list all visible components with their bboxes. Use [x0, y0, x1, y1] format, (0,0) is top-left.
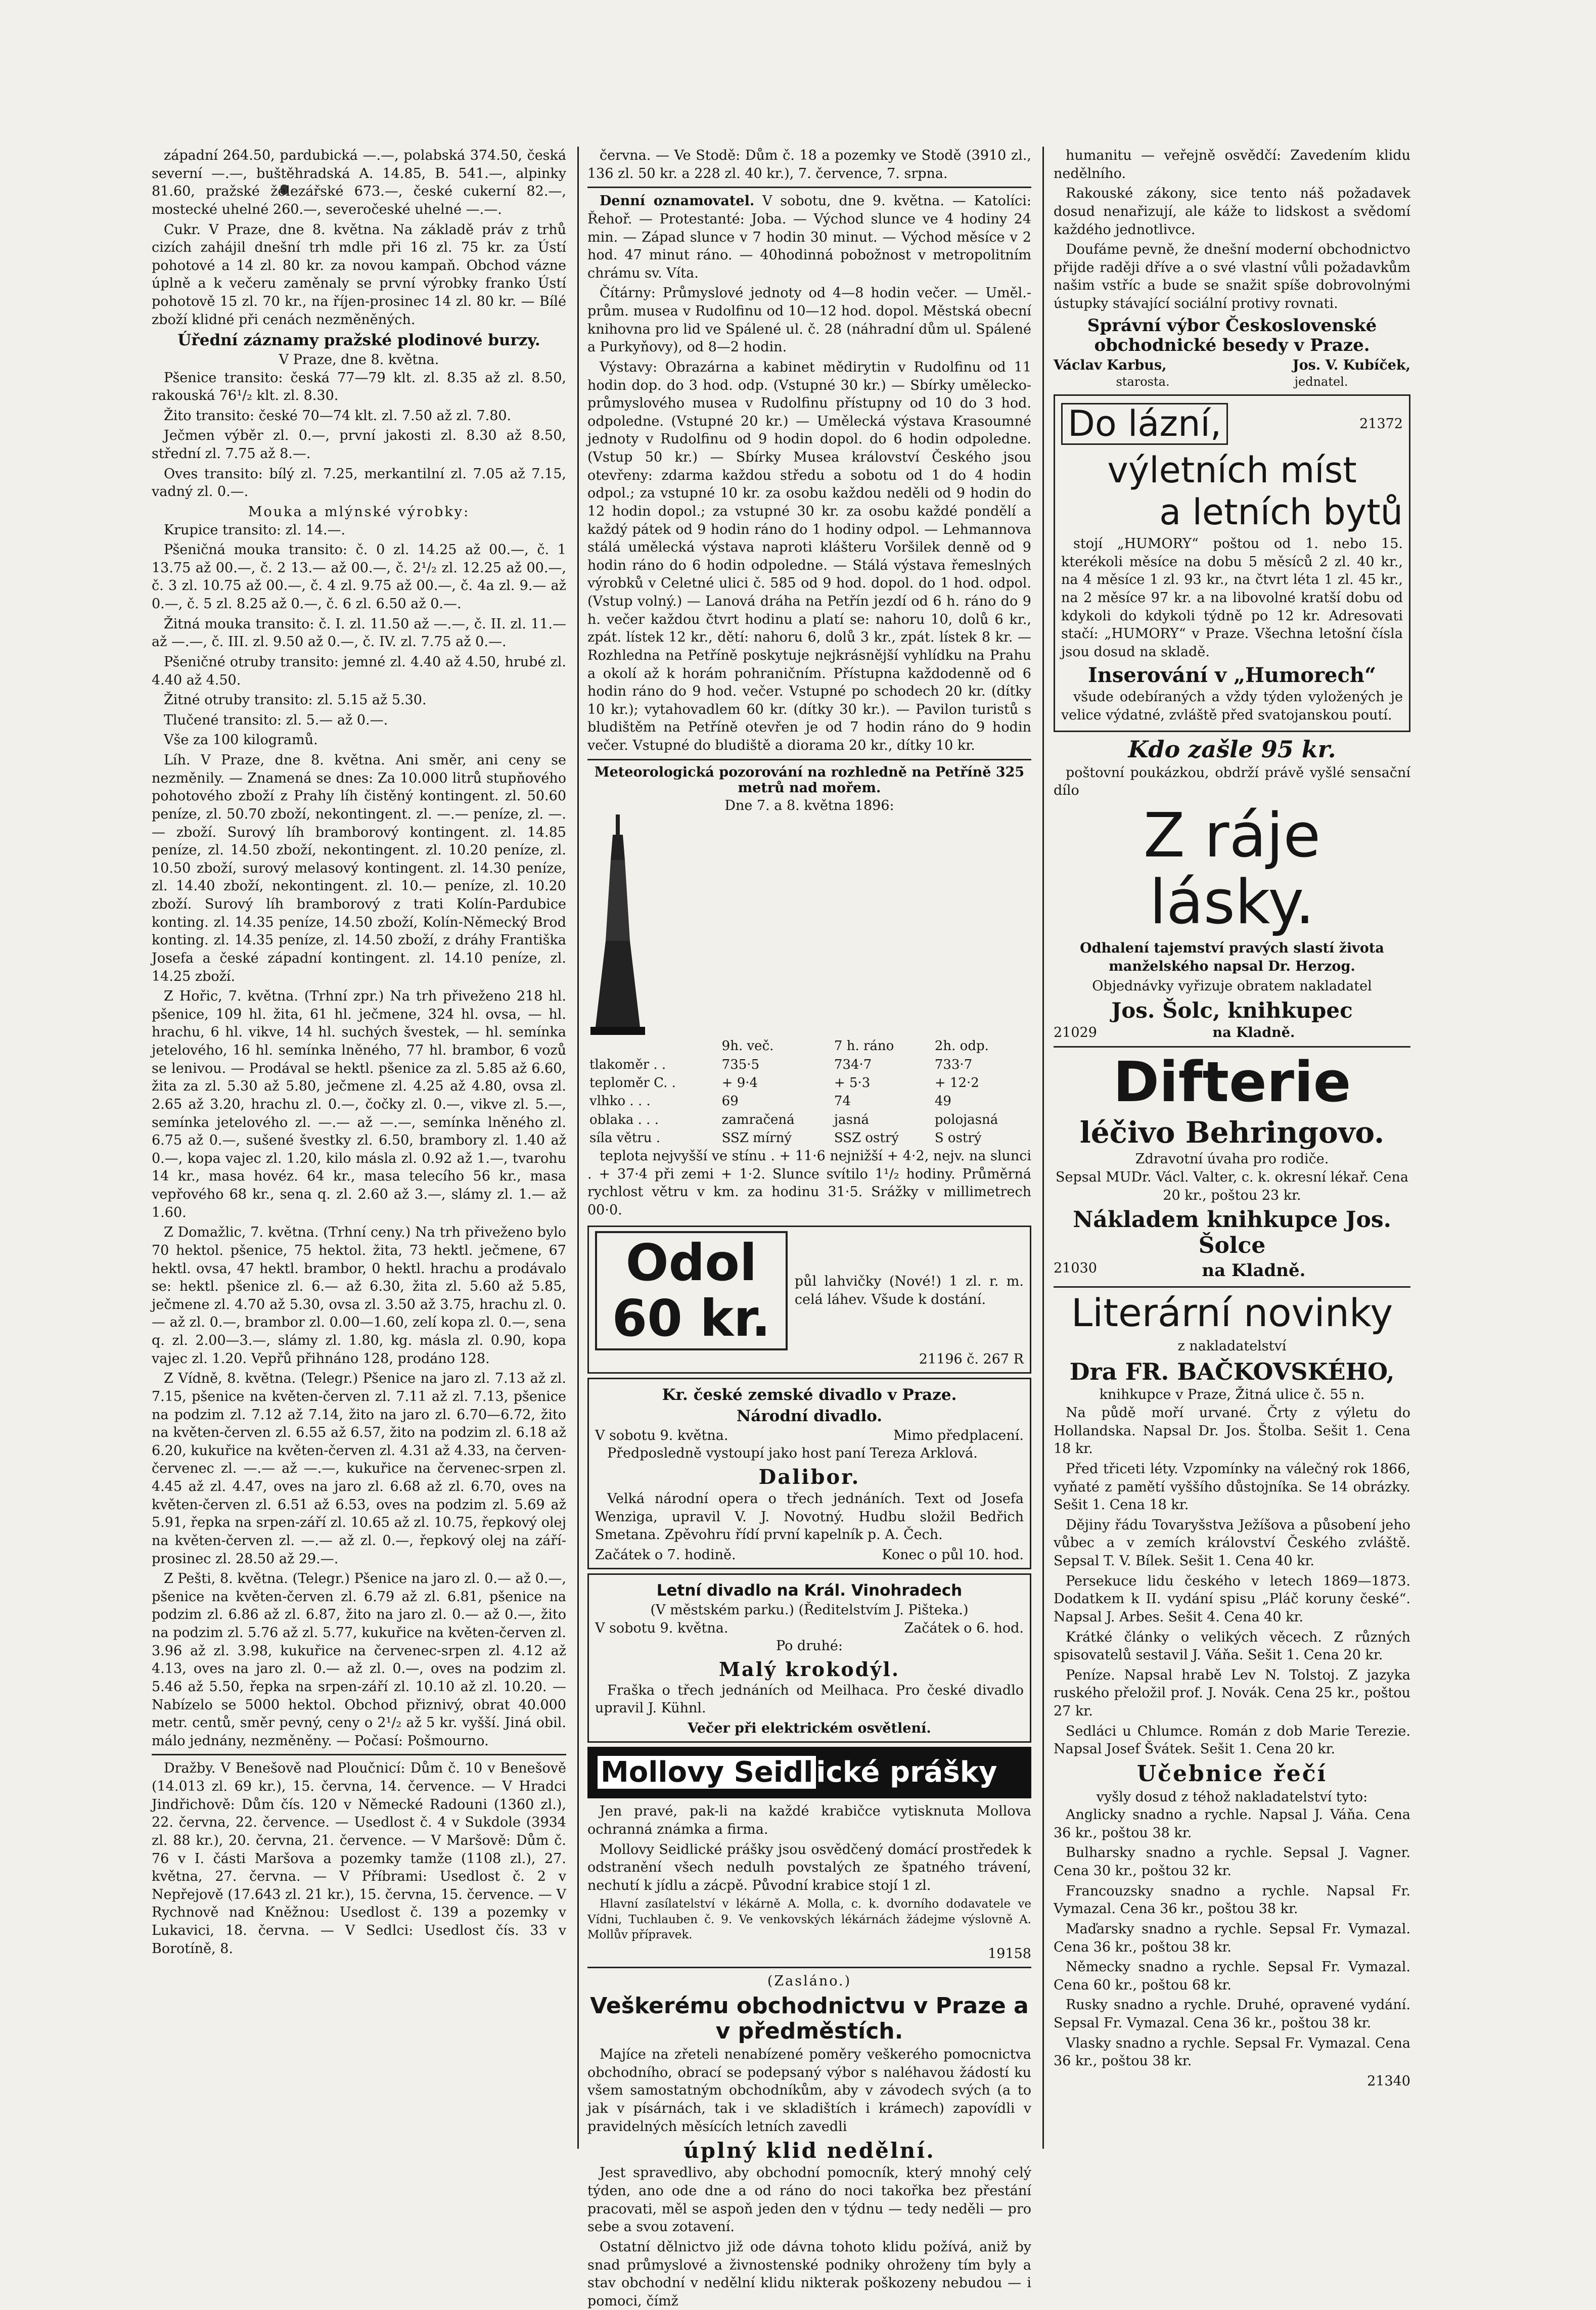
role: jednatel. — [1294, 375, 1348, 389]
list-item: Vlasky snadno a rychle. Sepsal Fr. Vymazal. Cena 36 kr., poštou 38 kr. — [1054, 2035, 1410, 2069]
paragraph: humanitu — veřejně osvědčí: Zavedením klidu nedělního. — [1054, 148, 1410, 182]
table-cell: 735·5 — [721, 1057, 760, 1072]
paragraph: Hlavní zasílatelství v lékárně A. Molla, c. k. dvorního dodavatele ve Vídni, Tuchlauben č. 9. Ve venkovských lékárnách žádejme výslovně A. Mollův přípravek. — [587, 1897, 1031, 1942]
subheading: (V městském parku.) (Ředitelstvím J. Pišteka.) — [650, 1602, 969, 1618]
book-title: Difterie — [1113, 1049, 1351, 1114]
list-item: Anglicky snadno a rychle. Napsal J. Váňa. Cena 36 kr., poštou 38 kr. — [1054, 1807, 1410, 1841]
signature: Jos. V. Kubíček, — [1292, 357, 1410, 373]
paragraph: všude odebíraných a vždy týden vyložených je velice výdatné, zvláště před svatojanskou poutí. — [1061, 689, 1403, 723]
table-cell: + 5·3 — [834, 1075, 871, 1091]
subheading: Dne 7. a 8. května 1896: — [724, 797, 894, 813]
paragraph: Cukr. V Praze, dne 8. května. Na základě práv z trhů cizích zahájil dnešní trh mdle při 16 zl. 75 kr. za Ústí pohotové a 14 zl. 80 kr. za novou kampaň. Obchod vázne úplně a k večeru zaměnaly se první výrobky franko Ústí pohotově 15 zl. 70 kr., na říjen-prosinec 14 zl. 80 kr. — Bílé zboží klidné při cenách nezměněných. — [152, 221, 566, 328]
paragraph: Žitná mouka transito: č. I. zl. 11.50 až —.—, č. II. zl. 11.— až —.—, č. III. zl. 9.50 až 0.—, č. IV. zl. 7.75 až 0.—. — [152, 616, 566, 650]
paragraph: června. — Ve Stodě: Dům č. 18 a pozemky ve Stodě (3910 zl., 136 zl. 50 kr. a 228 zl. 40 kr.), 7. července, 7. srpna. — [587, 148, 1031, 182]
heading-inline: Denní oznamovatel. — [600, 193, 755, 209]
ad-ref: 21340 — [1367, 2073, 1410, 2089]
table-cell: SSZ mírný — [721, 1130, 792, 1146]
heading: Správní výbor Československé obchodnické besedy v Praze. — [1087, 315, 1377, 355]
table-row — [587, 1092, 1031, 1110]
table-header: 2h. odp. — [934, 1038, 989, 1054]
list-item: Před třiceti léty. Vzpomínky na válečný rok 1866, vyňaté z pamětí vyššího důstojníka. Se 14 obrázky. Sešit 1. Cena 18 kr. — [1054, 1461, 1410, 1513]
table-cell: SSZ ostrý — [834, 1130, 899, 1146]
text: Zdravotní úvaha pro rodiče. — [1135, 1151, 1329, 1167]
table-cell: zamračená — [721, 1112, 795, 1127]
paragraph: Majíce na zřeteli nenabízené poměry veškerého pomocnictva obchodního, obrací se podepsaný výbor s naléhavou žádostí ku všem samostatným obchodníkům, aby v závodech svých (a to jak v písárnách, tak i ve skladištích i krámech) zapovídli v pravidelných měsících letních zavedli — [587, 2047, 1031, 2135]
column-rule — [1042, 147, 1044, 2149]
heading: Kr. české zemské divadlo v Praze. — [662, 1386, 957, 1405]
list-item: Bulharsky snadno a rychle. Sepsal J. Vagner. Cena 30 kr., poštou 32 kr. — [1054, 1845, 1410, 1879]
paragraph: Z Pešti, 8. května. (Telegr.) Pšenice na jaro zl. 0.— až 0.—, pšenice na květen-červen zl. 6.79 až zl. 6.81, pšenice na podzim zl. 6.86 až zl. 6.87, žito na jaro zl. 0.— až 0.—, žito na podzim zl. 5.76 až zl. 5.77, kukuřice na květen-červen zl. 3.96 až zl. 3.98, kukuřice na červenec-srpen zl. 4.12 až 4.13, oves na jaro zl. 0.— až zl. 0.—, oves na podzim zl. 5.46 až 5.50, řepka na srpen-září zl. 10.10 až zl. 10.20. — Nabízelo se 5000 hektol. Obchod přiznivý, obrat 40.000 metr. centů, směr pevný, ceny o 2¹/₂ až 5 kr. vyšší. Jiná obil. málo jednány, nezměněny. — Počasí: Pošmourno. — [152, 1571, 566, 1749]
start-time: Začátek o 7. hodině. — [595, 1547, 736, 1563]
list-item: Krátké články o velikých věcech. Z různých spisovatelů sestavil J. Váňa. Sešit 1. Cena 20 kr. — [1054, 1629, 1410, 1663]
summer-theatre-box — [587, 1573, 1031, 1743]
heading: Letní divadlo na Král. Vinohradech — [656, 1581, 963, 1600]
heading: Inserování v „Humorech“ — [1088, 663, 1376, 688]
table-cell: vlhko . . . — [589, 1094, 651, 1109]
text: knihkupce v Praze, Žitná ulice č. 55 n. — [1099, 1387, 1365, 1403]
table-cell: S ostrý — [934, 1130, 982, 1146]
list-item: Na půdě moří urvané. Črty z výletu do Hollandska. Napsal Dr. Jos. Štolba. Sešit 1. Cena 18 kr. — [1054, 1405, 1410, 1457]
table-cell: 49 — [934, 1094, 951, 1109]
heading: Meteorologická pozorování na rozhledně na Petříně 325 metrů nad mořem. — [594, 764, 1025, 796]
paragraph: stojí „HUMORY“ poštou od 1. nebo 15. kterékoli měsíce na dobu 5 měsíců 2 zl. 40 kr., na 4 měsíce 1 zl. 93 kr., na čtvrt léta 1 zl. 45 kr., na 2 měsíce 97 kr. a na libovolné kratší dobu od kdykoli do kdykoli týdně po 12 kr. Adresovati stačí: „HUMORY“ v Praze. Všechna letošní čísla jsou dosud na skladě. — [1061, 536, 1403, 660]
ad-headline: výletních míst — [1107, 449, 1357, 491]
paragraph: Jen pravé, pak-li na každé krabičce vytisknuta Mollova ochranná známka a firma. — [587, 1803, 1031, 1837]
book-title: Z ráje lásky. — [1143, 800, 1321, 938]
paragraph: Výstavy: Obrazárna a kabinet mědirytin v Rudolfinu od 11 hodin dop. do 3 hod. odp. (Vstupné 30 kr.) — Sbírky umělecko-průmyslového musea v Rudolfinu přístupny od 10 do 3 hod. odpoledne. (Vstupné 20 kr.) — Umělecká výstava Krasoumné jednoty v Rudolfinu od 9 hodin dopol. do 6 hodin odpoledne. (Vstup 50 kr.) — Sbírky Musea království Českého jsou otevřeny: zdarma každou středu a sobotu od 1 do 4 hodin odpol.; za vstupné 10 kr. za osobu každou neděli od 9 hodin do 12 hodin dopol.; za vstupné 30 kr. za osobu každé pondělí a každý pátek od 9 hodin ráno do 1 hodiny odpol. — Lehmannova stálá umělecká výstava naproti klášteru Voršilek denně od 9 hodin ráno do 6 hodin odpoledne. — Stálá výstava řemeslných výrobků v Celetné ulici č. 585 od 9 hod. dopol. do 1 hod. odpol. (Vstup volný.) — Lanová dráha na Petřín jezdí od 6 h. ráno do 9 h. večer každou čtvrt hodinu a platí se: nahoru 10, dolů 6 kr., zpát. lístek 12 kr., dětí: nahoru 6, dolů 3 kr., zpát. lístek 8 kr. — Rozhledna na Petříně poskytuje nejkrásnější vyhlídku na Prahu a okolí až k horám pohraničním. Přístupna každodenně od 6 hodin ráno do 9 hod. večer. Vstupné po schodech 20 kr. (dítky 10 kr.); vytahovadlem 60 kr. (dítky 30 kr.). — Pavilon turistů s bludištěm na Petříně otevřen je od 7 hodin ráno do 9 hodin večer. Vstupné do bludiště a diorama 20 kr., dítky 10 kr. — [587, 359, 1031, 753]
divider — [587, 187, 1031, 188]
label: Po druhé: — [776, 1638, 843, 1654]
paragraph: Tlučené transito: zl. 5.— až 0.—. — [164, 712, 388, 728]
heading: Kdo zašle 95 kr. — [1128, 735, 1336, 763]
text: V sobotu, dne 9. května. — Katolíci: Řehoř. — Protestanté: Joba. — Východ slunce ve 4 hodiny 24 min. — Západ slunce v 7 hodin 30 minut. — Východ měsíce v 2 hod. 47 minut ráno. — 40hodinná pobožnost v metropolitním chrámu sv. Víta. — [587, 193, 1032, 281]
list-item: Rusky snadno a rychle. Druhé, opravené vydání. Sepsal Fr. Vymazal. Cena 36 kr., poštou 38 kr. — [1054, 1997, 1410, 2031]
list-item: Maďarsky snadno a rychle. Sepsal Fr. Vymazal. Cena 36 kr., poštou 38 kr. — [1054, 1921, 1410, 1955]
paragraph: Krupice transito: zl. 14.—. — [164, 522, 346, 538]
column-market-reports — [152, 147, 566, 2149]
list-item: Persekuce lidu českého v letech 1869—1873. Dodatkem k II. vydání spisu „Pláč koruny české“. Napsal J. Arbes. Sešit 4. Cena 40 kr. — [1054, 1573, 1410, 1625]
divider — [587, 759, 1031, 760]
table-row — [587, 1056, 1031, 1074]
divider — [1054, 1046, 1410, 1048]
heading: úplný klid nedělní. — [683, 2138, 935, 2163]
subscription: Mimo předplacení. — [893, 1427, 1024, 1443]
subheading: Mouka a mlýnské výrobky: — [248, 504, 470, 520]
table-header-row — [587, 1037, 1031, 1055]
table-row — [587, 1129, 1031, 1147]
banner-text: ické prášky — [816, 1756, 997, 1789]
table-header — [587, 1037, 720, 1055]
ad-ref: 21029 — [1054, 1025, 1097, 1041]
theatre-box — [587, 1378, 1031, 1569]
paragraph: Jest spravedlivo, aby obchodní pomocník, který mnohý celý týden, ano ode dne a od ráno do noci takořka bez přestání pracovati, měl se aspoň jeden den v týdnu — tedy neděli — pro sebe a svou zotavení. — [587, 2165, 1031, 2235]
paragraph: Dražby. V Benešově nad Ploučnicí: Dům č. 10 v Benešově (14.013 zl. 69 kr.), 15. června, 14. července. — V Hradci Jindřichově: Dům čís. 120 v Německé Radouni (1360 zl.), 22. června, 22. července. — Usedlost č. 4 v Sukdole (3934 zl. 88 kr.), 20. června, 21. července. — V Maršově: Dům č. 76 v I. části Maršova a pozemky tamže (1108 zl.), 27. května, 27. června. — V Příbrami: Usedlost č. 2 v Nepřejově (17.643 zl. 21 kr.), 15. června, 15. července. — V Rychnově nad Kněžnou: Usedlost č. 139 a pozemky v Lukavici, 18. června. — V Sedlci: Usedlost čís. 33 v Borotíně, 8. — [152, 1760, 566, 1957]
paragraph: Žitné otruby transito: zl. 5.15 až 5.30. — [164, 692, 427, 708]
list-item: Francouzsky snadno a rychle. Napsal Fr. Vymazal. Cena 36 kr., poštou 38 kr. — [1054, 1883, 1410, 1917]
banner-text: Mollovy Seidl — [598, 1756, 816, 1789]
table-cell: jasná — [834, 1112, 870, 1127]
ad-headline: Do lázní, — [1061, 403, 1228, 445]
paragraph: Doufáme pevně, že dnešní moderní obchodnictvo přijde raději dříve a o své vlastní vůli požadavkům našim vstříc a bude se snažit spíše dobrovolnými ústupky stávající sociální protivy rovnati. — [1054, 242, 1410, 311]
paragraph: Oves transito: bílý zl. 7.25, merkantilní zl. 7.05 až 7.15, vadný zl. 0.—. — [152, 466, 566, 500]
table-cell: + 12·2 — [934, 1075, 979, 1091]
book-subtitle: léčivo Behringovo. — [1079, 1115, 1385, 1150]
paragraph: Z Domažlic, 7. května. (Trhní ceny.) Na trh přiveženo bylo 70 hektol. pšenice, 75 hektol. žita, 73 hektl. ječmene, 67 hektl. ovsa, 47 hektl. brambor, 0 hektl. hrachu a prodávalo se: hektl. pšenice zl. 6.— až 6.30, žita zl. 5.60 až 5.85, ječmene zl. 4.70 až 5.30, ovsa zl. 3.50 až 3.75, hrachu zl. 0.— až zl. 0.—, brambor zl. 0.00—1.60, zelí kopa zl. 0.—, sena q. zl. 2.00—3.—, slámy zl. 1.80, kg. másla zl. 0.90, kopa vajec zl. 1.20. Vepřů přihnáno 128, prodáno 128. — [152, 1225, 566, 1367]
paragraph: Líh. V Praze, dne 8. května. Ani směr, ani ceny se nezměnily. — Znamená se dnes: Za 10.000 litrů stupňového pohotového zboží z Prahy líh čistěný kontingent. zl. 50.60 peníze, zl. 50.70 zboží, nekontingent. zl. —.— peníze, zl. —.— zboží. Surový líh bramborový kontingent. zl. 14.85 peníze, zl. 14.50 zboží, nekontingent. zl. 10.20 peníze, zl. 10.50 zboží, surový melasový kontingent. zl. 14.30 peníze, zl. 14.40 zboží, nekontingent. zl. 10.— peníze, zl. 10.20 zboží. Surový líh bramborový z trati Kolín-Pardubice konting. zl. 14.35 peníze, 14.50 zboží, Kolín-Německý Brod konting. zl. 14.35 peníze, zl. 14.50 zboží, z dráhy Františka Josefa a české západní kontingent. zl. 14.10 peníze, zl. 14.25 zboží. — [152, 752, 566, 984]
label: (Zasláno.) — [767, 1973, 852, 1989]
newspaper-page — [152, 147, 1410, 2309]
signature: Václav Karbus, — [1054, 357, 1167, 373]
paragraph: Z Vídně, 8. května. (Telegr.) Pšenice na jaro zl. 7.13 až zl. 7.15, pšenice na květen-červen zl. 7.11 až zl. 7.13, pšenice na podzim zl. 7.12 až 7.14, žito na jaro zl. 6.70—6.72, žito na květen-červen zl. 6.55 až 6.57, žito na podzim zl. 6.18 až 6.20, kukuřice na květen-červen zl. 4.31 až 4.33, na červen-červenec zl. —.— až —.—, kukuřice na červenec-srpen zl. 4.45 až zl. 4.47, oves na jaro zl. 6.68 až zl. 6.70, oves na květen-červen zl. 6.51 až 6.53, oves na podzim zl. 5.69 až 5.91, řepka na srpen-září zl. 10.65 až zl. 10.75, řepkový olej na květen-červen zl. —.— až zl. 0.—, řepkový olej na září-prosinec zl. 28.50 až 29.—. — [152, 1371, 566, 1567]
table-cell: 734·7 — [834, 1057, 872, 1072]
paragraph: Pšeničné otruby transito: jemné zl. 4.40 až 4.50, hrubé zl. 4.40 až 4.50. — [152, 654, 566, 688]
heading: Literární novinky — [1071, 1290, 1393, 1336]
date: V sobotu 9. května. — [595, 1620, 728, 1636]
paragraph: Mollovy Seidlické prášky jsou osvědčený domácí prostředek k odstranění všech nedulh povstalých ze špatného trávení, nechutí k jídlu a zácpě. Původní krabice stojí 1 zl. — [587, 1841, 1031, 1893]
table-cell: teploměr C. . — [589, 1075, 676, 1091]
paragraph: Čítárny: Průmyslové jednoty od 4—8 hodin večer. — Uměl.-prům. musea v Rudolfinu od 10—12 hod. dopol. Městská obecní knihovna pro lid ve Spálené ul. č. 28 (náhradní dům ul. Spálené a Purkyňovy), od 8—2 hodin. — [587, 285, 1031, 355]
list-item: Sedláci u Chlumce. Román z dob Marie Terezie. Napsal Josef Švátek. Sešit 1. Cena 20 kr. — [1054, 1723, 1410, 1757]
play-title: Dalibor. — [758, 1465, 860, 1489]
column-rule — [577, 147, 579, 2149]
place: na Kladně. — [1202, 1260, 1306, 1281]
paragraph — [587, 192, 1031, 282]
start-time: Začátek o 6. hod. — [904, 1620, 1024, 1636]
paragraph: Pšenice transito: česká 77—79 klt. zl. 8.35 až zl. 8.50, rakouská 76¹/₂ klt. zl. 8.30. — [152, 370, 566, 404]
paragraph: Sepsal MUDr. Václ. Valter, c. k. okresní lékař. Cena 20 kr., poštou 23 kr. — [1056, 1169, 1408, 1203]
list-item: Německy snadno a rychle. Sepsal Fr. Vymazal. Cena 60 kr., poštou 68 kr. — [1054, 1959, 1410, 1993]
paragraph: Žito transito: české 70—74 klt. zl. 7.50 až zl. 7.80. — [164, 407, 512, 424]
humory-ad — [1054, 394, 1410, 732]
publisher: Nákladem knihkupce Jos. Šolce — [1073, 1207, 1391, 1258]
publisher: Dra FR. BAČKOVSKÉHO, — [1069, 1357, 1395, 1385]
paragraph: Velká národní opera o třech jednáních. Text od Josefa Wenziga, upravil V. J. Novotný. Hudbu složil Bedřich Smetana. Zpěvohru řídí první kapelník p. A. Čech. — [595, 1490, 1024, 1543]
paragraph: Vše za 100 kilogramů. — [164, 732, 318, 748]
theatre-name: Národní divadlo. — [736, 1407, 883, 1425]
ad-ref: 21030 — [1054, 1260, 1097, 1277]
divider — [1054, 1286, 1410, 1288]
ad-headline: a letních bytů — [1159, 491, 1403, 533]
publisher: Jos. Šolc, knihkupec — [1111, 998, 1353, 1023]
column-advertisements — [1054, 147, 1410, 2149]
text: z nakladatelství — [1177, 1338, 1287, 1354]
paragraph: poštovní poukázkou, obdrží právě vyšlé sensační dílo — [1054, 764, 1410, 799]
paragraph: západní 264.50, pardubická —.—, polabská 374.50, česká severní —.—, buštěhradská A. 14.85, B. 541.—, alpinky 81.60, pražské železářské 673.—, české cukerní 82.—, mostecké uhelné 260.—, severočeské uhelné —.—. — [152, 148, 566, 217]
table-cell: oblaka . . . — [589, 1112, 659, 1127]
paragraph: Objednávky vyřizuje obratem nakladatel — [1092, 978, 1372, 994]
text: vyšly dosud z téhož nakladatelství tyto: — [1096, 1789, 1368, 1805]
subheading: V Praze, dne 8. května. — [279, 351, 439, 368]
paragraph: Fraška o třech jednáních od Meilhaca. Pro české divadlo upravil J. Kühnl. — [595, 1682, 1024, 1716]
paragraph: Rakouské zákony, sice tento náš požadavek dosud nenařizují, ale káže to lidskost a svědomí každého jednotlivce. — [1054, 186, 1410, 238]
table-row — [587, 1074, 1031, 1092]
date: V sobotu 9. května. — [595, 1427, 728, 1443]
table-cell: + 9·4 — [721, 1075, 758, 1091]
paragraph: Ostatní dělnictvo již ode dávna tohoto klidu požívá, aniž by snad průmyslové a živnostenské podniky ohroženy tím byly a stav obchodní v nedělní klidu nikterak poškozeny nebudou — i pomoci, čímž — [587, 2239, 1031, 2309]
role: starosta. — [1116, 375, 1170, 389]
heading: Učebnice řečí — [1136, 1760, 1328, 1787]
odol-price: Odol 60 kr. — [595, 1231, 788, 1350]
ad-ref: 21196 č. 267 R — [919, 1351, 1024, 1367]
column-announcements — [587, 147, 1032, 2309]
play-title: Malý krokodýl. — [718, 1657, 900, 1681]
odol-text: půl lahvičky (Nové!) 1 zl. r. m. celá láhev. Všude k dostání. — [794, 1274, 1024, 1307]
note: Večer při elektrickém osvětlení. — [688, 1720, 931, 1736]
paragraph: Předposledně vystoupí jako host paní Tereza Arklová. — [607, 1445, 978, 1462]
paragraph: Z Hořic, 7. května. (Trhní zpr.) Na trh přiveženo 218 hl. pšenice, 109 hl. žita, 61 hl. ječmene, 324 hl. ovsa, — hl. hrachu, 6 hl. vikve, 14 hl. suchých švestek, — hl. semínka jetelového, 16 hl. semínka lněného, 77 hl. brambor, 6 vozů se lenivou. — Prodával se hektl. pšenice za zl. 5.85 až 6.60, žita za zl. 5.30 až 5.80, ječmene zl. 4.25 až 4.80, ovsa zl. 2.65 až 3.20, hrachu zl. 0.—, čočky zl. 0.—, vikve zl. 5.—, semínka jetelového zl. —.— až —.—, semínka lněného zl. 6.75 až 0.—, sušené švestky zl. 6.50, brambory zl. 1.40 až 0.—, kopa vajec zl. 1.20, kilo másla zl. 0.92 až 1.—, tvarohu 14 kr., masa hovéz. 64 kr., masa telecího 56 kr., masa vepřového 68 kr., sena q. zl. 2.60 až 3.—, slámy zl. 1.— až 1.60. — [152, 988, 566, 1220]
heading: Úřední záznamy pražské plodinové burzy. — [177, 331, 540, 350]
list-item: Peníze. Napsal hrabě Lev N. Tolstoj. Z jazyka ruského přeložil prof. J. Novák. Cena 25 kr., poštou 27 kr. — [1054, 1667, 1410, 1719]
place: na Kladně. — [1212, 1025, 1295, 1041]
table-cell: síla větru . — [589, 1130, 660, 1146]
moll-banner — [587, 1747, 1031, 1798]
petrin-tower-icon — [587, 814, 648, 1037]
paragraph: teplota nejvyšší ve stínu . + 11·6 nejnižší + 4·2, nejv. na slunci . + 37·4 při zemi + 1·2. Slunce svítilo 1¹/₂ hodiny. Průměrná rychlost větru v km. za hodinu 31·5. Srážky v millimetrech 00·0. — [587, 1148, 1031, 1218]
divider — [152, 1754, 566, 1755]
table-row — [587, 1111, 1031, 1129]
list-item: Dějiny řádu Tovaryšstva Ježíšova a působení jeho vůbec a v zemích království Českého zvláště. Sepsal T. V. Bílek. Sešit 1. Cena 40 kr. — [1054, 1517, 1410, 1569]
ad-ref: 19158 — [988, 1945, 1031, 1962]
table-cell: 69 — [721, 1094, 739, 1109]
meteo-table — [587, 1037, 1031, 1147]
paragraph: Ječmen výběr zl. 0.—, první jakosti zl. 8.30 až 8.50, střední zl. 7.75 až 8.—. — [152, 428, 566, 462]
divider — [587, 1967, 1031, 1968]
paragraph: Odhalení tajemství pravých slastí života manželského napsal Dr. Herzog. — [1080, 940, 1384, 974]
table-cell: polojasná — [934, 1112, 998, 1127]
odol-ad — [587, 1226, 1031, 1374]
ad-ref: 21372 — [1359, 416, 1403, 432]
end-time: Konec o půl 10. hod. — [882, 1547, 1024, 1563]
table-cell: 74 — [834, 1094, 851, 1109]
table-header: 9h. več. — [721, 1038, 774, 1054]
table-cell: 733·7 — [934, 1057, 973, 1072]
table-header: 7 h. ráno — [834, 1038, 894, 1054]
paragraph: Pšeničná mouka transito: č. 0 zl. 14.25 až 00.—, č. 1 13.75 až 00.—, č. 2 13.— až 00.—, č. 2¹/₂ zl. 12.25 až 00.—, č. 3 zl. 10.75 až 00.—, č. 4 zl. 9.75 až 00.—, č. 4a zl. 9.— až 0.—, č. 5 zl. 8.25 až 0.—, č. 6 zl. 6.50 až 0.—. — [152, 542, 566, 612]
heading: Veškerému obchodnictvu v Praze a v předměstích. — [590, 1992, 1029, 2045]
table-cell: tlakoměr . . — [589, 1057, 666, 1072]
